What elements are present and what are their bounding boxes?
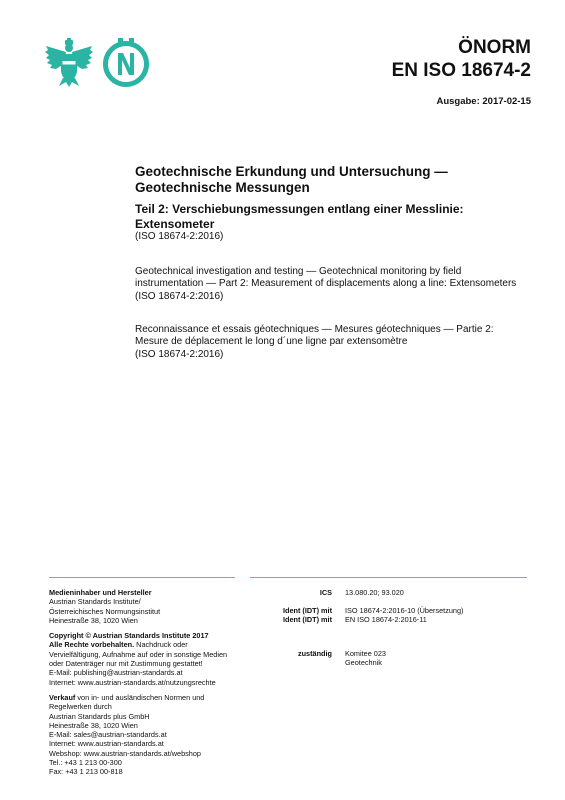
footer-divider-right [250,577,527,578]
ics-value: 13.080.20; 93.020 [345,588,404,597]
ident-value: ISO 18674-2:2016-10 (Übersetzung) [345,606,464,615]
sales-internet: Internet: www.austrian-standards.at [49,739,164,749]
title-english-block [135,266,525,303]
sales-heading: Verkauf [49,692,76,702]
publishing-email: E-Mail: publishing@austrian-standards.at [49,668,183,678]
ics-label: ICS [319,588,332,597]
copyright-line: Copyright © Austrian Standards Institute 2017 [49,631,209,641]
standard-number: EN ISO 18674-2 [391,60,531,81]
rights-reserved: Alle Rechte vorbehalten. [49,640,135,650]
austrian-eagle-icon [44,38,94,88]
copyright-block [49,631,239,687]
ident-label: Ident (IDT) mit [282,615,332,624]
footer-divider-left [49,577,235,578]
sales-address: Heinestraße 38, 1020 Wien [49,720,138,730]
iso-reference-german: (ISO 18674-2:2016) [135,231,224,242]
ident-label: Ident (IDT) mit [282,606,332,615]
sales-email: E-Mail: sales@austrian-standards.at [49,730,167,740]
responsible-label: zuständig [297,649,332,658]
rights-text: Nachdruck oder Vervielfältigung, Aufnahme auf oder in sonstige Medien oder Datenträger nur mit Zustimmung gestattet! [49,640,228,669]
committee-name: Geotechnik [345,658,382,667]
title-german: Geotechnische Erkundung und Untersuchung — Geotechnische Messungen [135,164,448,195]
part-title-german: Teil 2: Verschiebungsmessungen entlang einer Messlinie: Extensometer [135,202,464,231]
sales-company: Austrian Standards plus GmbH [49,711,150,721]
sales-webshop: Webshop: www.austrian-standards.at/webshop [49,748,201,758]
issue-date: Ausgabe: 2017-02-15 [436,96,531,107]
sales-phone: Tel.: +43 1 213 00-300 [49,758,122,768]
publisher-heading: Medieninhaber und Hersteller [49,588,152,597]
standard-name: ÖNORM [458,37,531,58]
iso-reference-english: (ISO 18674-2:2016) [135,290,224,302]
title-english: Geotechnical investigation and testing — Geotechnical monitoring by field instrumentation — Part 2: Measurement of displacements along a line: Extensometers [135,266,517,290]
iso-reference-french: (ISO 18674-2:2016) [135,348,224,360]
publisher-block [49,588,239,625]
title-french: Reconnaissance et essais géotechniques — Mesures géotechniques — Partie 2: Mesure de déplacement le long d´une ligne par extensomètre [135,324,494,348]
publisher-line: Österreichisches Normungsinstitut [49,606,161,616]
sales-block [49,693,239,777]
publisher-address: Heinestraße 38, 1020 Wien [49,615,138,625]
publisher-info [49,588,239,783]
ident-value: EN ISO 18674-2:2016-11 [345,615,427,624]
sales-text: von in- und ausländischen Normen und Regelwerken durch [49,692,205,712]
publisher-line: Austrian Standards Institute/ [49,597,141,607]
committee-value: Komitee 023 [345,649,386,658]
usage-rights-link: Internet: www.austrian-standards.at/nutzungsrechte [49,677,216,687]
sales-fax: Fax: +43 1 213 00-818 [49,767,123,777]
title-french-block [135,324,525,361]
on-logo-icon [100,37,152,89]
